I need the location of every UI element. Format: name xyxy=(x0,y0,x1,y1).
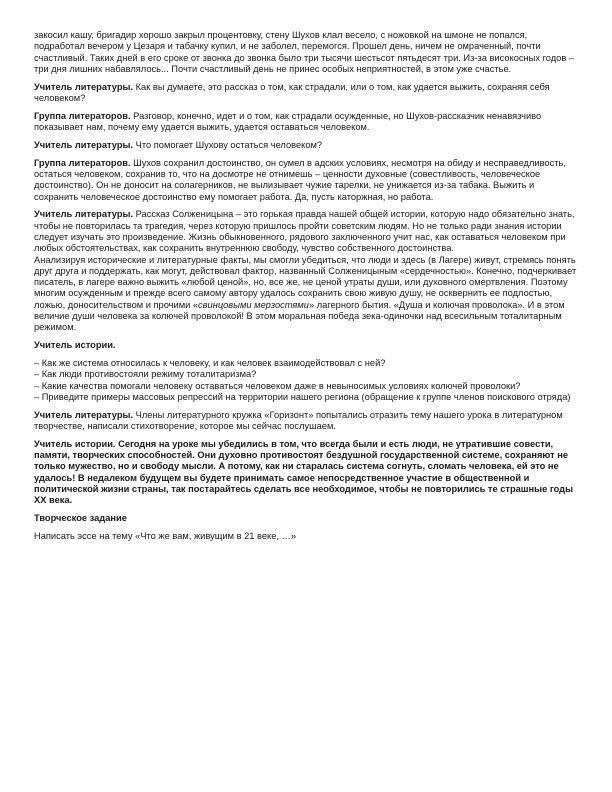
paragraph-literature-teacher-summary xyxy=(34,209,579,254)
paragraph-literary-group-answer xyxy=(34,111,579,134)
paragraph-analysis xyxy=(34,255,579,334)
paragraph-text: Сегодня на уроке мы убедились в том, что всегда были и есть люди, не утратившие совести, памяти, творческих способностей. Они духовно противостоят бездушной государственной системе, сохраняют не только мужество, но и свободу мысли. А потому, как ни старалась система согнуть, сломать человека, ей это не удалось! В недалеком будущем вы будете принимать самое непосредственное участие в общественной и политической жизни страны, так постарайтесь сделать все необходимое, чтобы не повторились те страшные годы XX века. xyxy=(34,438,574,506)
paragraph-italic-phrase: свинцовыми мерзостями xyxy=(198,299,309,310)
speaker-label: Учитель литературы. xyxy=(34,139,134,150)
creative-task-text: Написать эссе на тему «Что же вам, живущим в 21 веке, …» xyxy=(34,530,296,541)
paragraph-literature-teacher-question xyxy=(34,82,579,105)
paragraph-text: Что помогает Шухову остаться человеком? xyxy=(133,139,323,150)
paragraph-history-teacher-conclusion xyxy=(34,439,579,507)
speaker-label: Учитель литературы. xyxy=(34,409,134,420)
list-item: – Как же система относилась к человеку, и как человек взаимодействовал с ней? xyxy=(34,357,386,368)
speaker-label: Группа литераторов. xyxy=(34,157,131,168)
paragraph-literary-group-answer-2 xyxy=(34,158,579,203)
paragraph-text: Члены литературного кружка «Горизонт» попытались отразить тему нашего урока в литературном творчестве, написали стихотворение, которое мы сейчас послушаем. xyxy=(34,409,563,431)
speaker-label: Учитель литературы. xyxy=(34,81,134,92)
creative-task-heading: Творческое задание xyxy=(34,512,127,523)
paragraph-history-teacher-label xyxy=(34,340,579,351)
speaker-label: Учитель литературы. xyxy=(34,209,134,220)
paragraph-literature-teacher-question-2 xyxy=(34,140,579,151)
question-list xyxy=(34,358,579,403)
list-item: – Как люди противостояли режиму тоталитаризма? xyxy=(34,369,257,380)
list-item: – Какие качества помогали человеку оставаться человеком даже в невыносимых условиях колючей проволоки? xyxy=(34,380,521,391)
list-item: – Приведите примеры массовых репрессий на территории нашего региона (обращение к группе членов поискового отряда) xyxy=(34,391,571,402)
paragraph-text: Анализируя исторические и литературные факты, мы смогли убедиться, что люди и здесь (в Лагере) живут, стремясь понять друг друга и поддержать, как могут, действовал фактор, названный Солженицыным «сердечностью». Конечно, подчеркивает писатель, в лагере важно выжить «любой ценой», но, все же, не ценой утраты души, или духовного омертвления. Поэтому многим осужденным и прежде всего самому автору удалось сохранить свою живую душу, не осквернить ее подлостью, ложью, доносительством и прочими « xyxy=(34,254,577,310)
paragraph-text-tail: » лагерного бытия. «Душа и колючая проволока». И в этом величие души человека за колючей проволокой! В этом моральная победа зека-одиночки над всесильным тоталитарным режимом. xyxy=(34,299,565,333)
paragraph-narrative-excerpt: закосил кашу, бригадир хорошо закрыл процентовку, стену Шухов клал весело, с ножовкой на шмоне не попался, подработал вечером у Цезаря и табачку купил, и не заболел, перемогся. Прошел день, ничем не омраченный, почти счастливый. Таких дней в его сроке от звонка до звонка было три тысячи шестьсот пятьдесят три. Из-за високосных годов – три дня лишних набавлялось... Почти счастливый день не принес особых неприятностей, в этом уже счастье. xyxy=(34,30,575,74)
paragraph-text: Рассказ Солженицына – это горькая правда нашей общей истории, которую надо обязательно знать, чтобы не повторилась та трагедия, через которую пришлось пройти советским людям. Но не только ради знания истории следует изучать это произведение. Жизнь обыкновенного, рядового заключенного учит нас, как оставаться человеком при любых обстоятельствах, как сохранить внутреннюю свободу, чувство собственного достоинства. xyxy=(34,209,575,254)
paragraph-text: Шухов сохранил достоинство, он сумел в адских условиях, несмотря на обиду и несправедливость, остаться человеком, сохранив то, что на досмотре не отнимешь – ценности духовные (совестливость, человеческое достоинство). Он не доносит на солагерников, не вылизывает чужие тарелки, не унижается из-за табака. Выжить и сохранить человеческое достоинство ему помогает работа. Да, пусть каторжная, но работа. xyxy=(34,157,566,202)
speaker-label: Учитель истории. xyxy=(34,438,116,449)
speaker-label: Группа литераторов. xyxy=(34,110,131,121)
speaker-label: Учитель истории. xyxy=(34,340,116,351)
paragraph-literature-teacher-poem xyxy=(34,410,579,433)
paragraph-text: Как вы думаете, это рассказ о том, как страдали, или о том, как удается выжить, сохраняя себя человеком? xyxy=(34,81,550,103)
paragraph-text: Разговор, конечно, идет и о том, как страдали осужденные, но Шухов-рассказчик ненавязчиво показывает нам, почему ему удается выжить, удается оставаться человеком. xyxy=(34,110,542,133)
document-page xyxy=(34,30,579,549)
